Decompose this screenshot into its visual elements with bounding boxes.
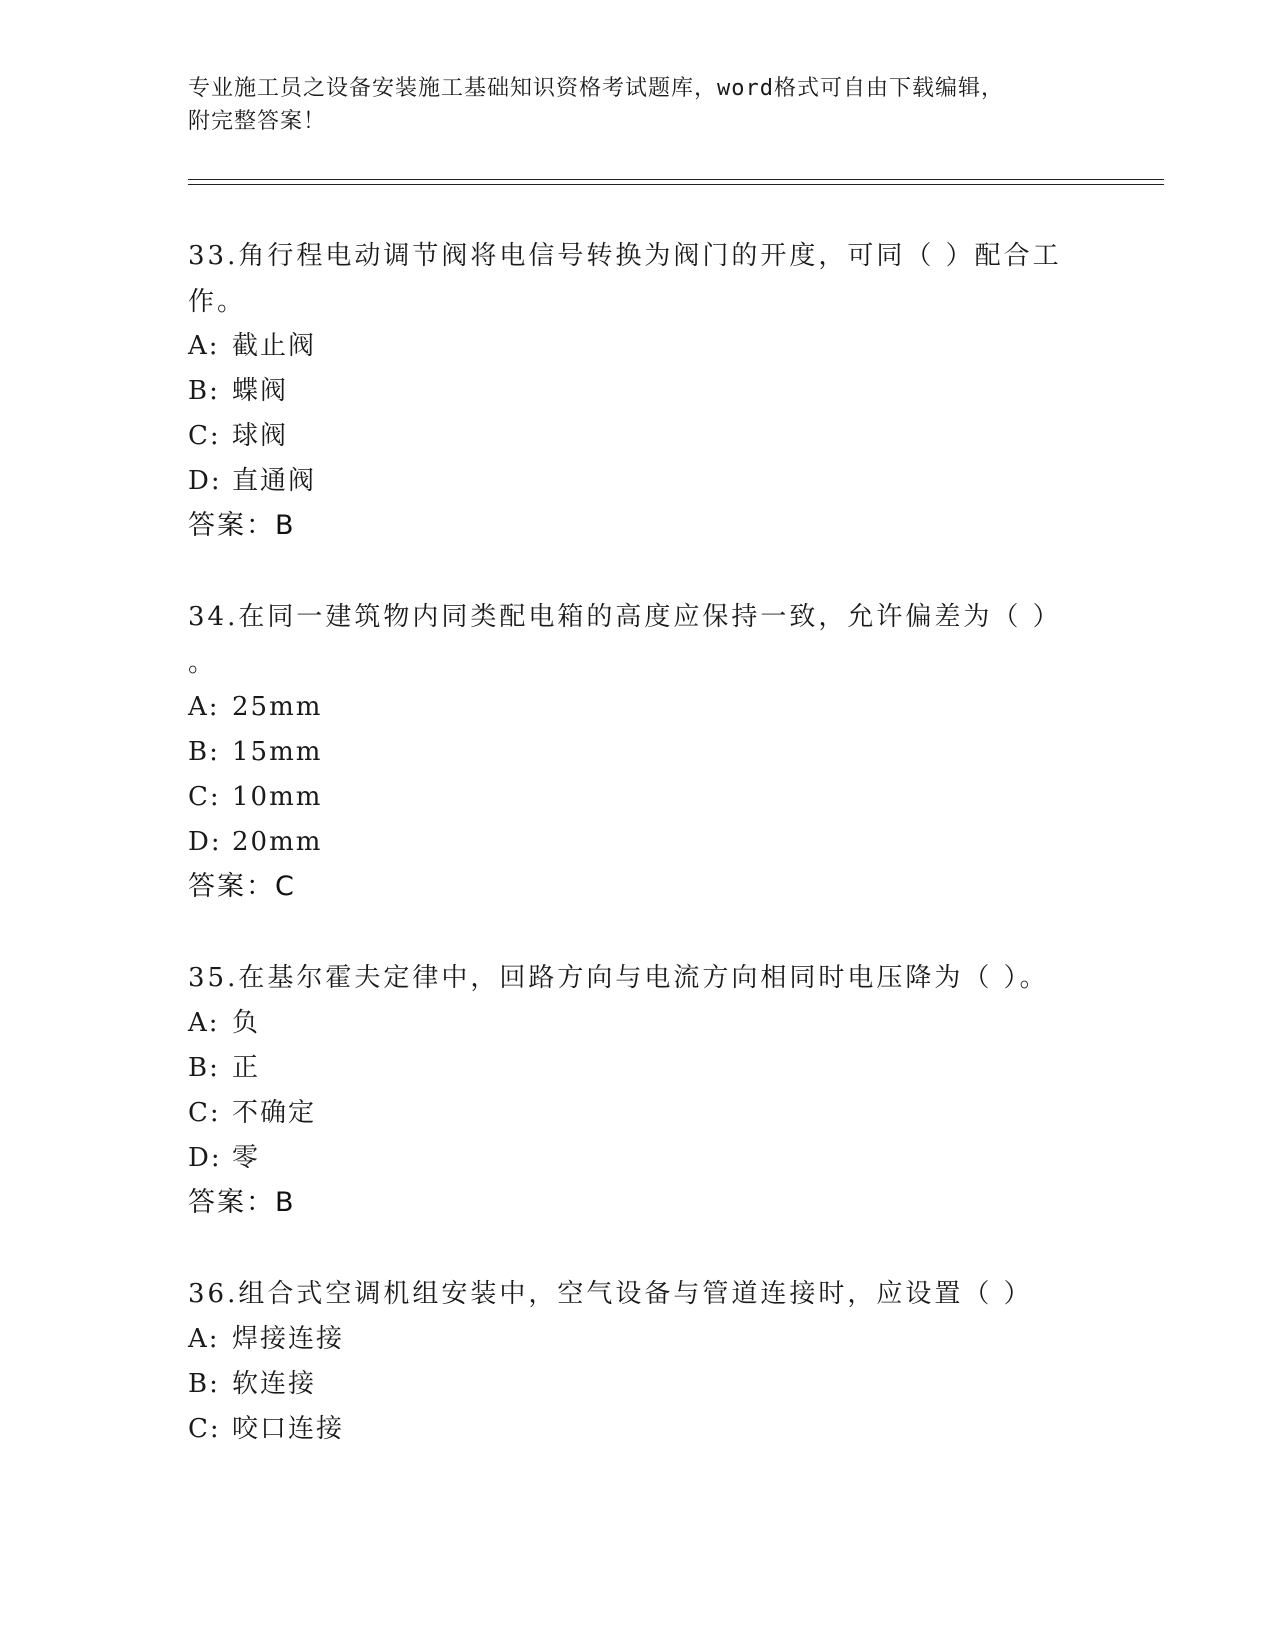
option-text: 25mm	[232, 692, 323, 722]
option-text: 截止阀	[232, 331, 317, 361]
question-33-stem-line-2: 作。	[188, 287, 247, 317]
header-divider-bottom	[188, 184, 1164, 185]
question-34-option-b	[188, 737, 322, 767]
option-key: A:	[188, 1324, 220, 1354]
option-text: 不确定	[232, 1098, 317, 1128]
question-34-stem-line-1: 34.在同一建筑物内同类配电箱的高度应保持一致，允许偏差为（ ）	[188, 602, 1062, 632]
option-key: B:	[188, 376, 220, 406]
question-34-option-a	[188, 692, 322, 722]
option-text: 零	[232, 1143, 261, 1173]
question-35-option-c	[188, 1098, 316, 1128]
option-key: D:	[188, 466, 222, 496]
question-33-option-c	[188, 421, 288, 451]
option-text: 咬口连接	[232, 1414, 345, 1444]
option-text: 软连接	[232, 1369, 317, 1399]
question-35-option-d	[188, 1143, 260, 1173]
question-35-option-b	[188, 1053, 260, 1083]
option-key: D:	[188, 827, 222, 857]
question-36-option-a	[188, 1324, 344, 1354]
question-33-stem-line-1: 33.角行程电动调节阀将电信号转换为阀门的开度，可同（ ）配合工	[188, 241, 1062, 271]
option-text: 15mm	[232, 737, 323, 767]
question-34-option-c	[188, 782, 322, 812]
option-key: C:	[188, 1414, 221, 1444]
question-34-answer: 答案：C	[188, 871, 296, 902]
question-33-option-d	[188, 466, 316, 496]
header-line-2: 附完整答案！	[188, 109, 327, 134]
option-key: B:	[188, 1053, 220, 1083]
option-key: B:	[188, 1369, 220, 1399]
option-key: A:	[188, 1008, 220, 1038]
option-text: 焊接连接	[232, 1324, 345, 1354]
header-divider-top	[188, 179, 1164, 180]
option-key: D:	[188, 1143, 222, 1173]
question-33-option-a	[188, 331, 316, 361]
header-line-1: 专业施工员之设备安装施工基础知识资格考试题库，word格式可自由下载编辑，	[188, 76, 1004, 101]
question-36-option-c	[188, 1414, 344, 1444]
question-35-answer: 答案：B	[188, 1187, 296, 1218]
question-35-option-a	[188, 1008, 260, 1038]
option-text: 正	[232, 1053, 261, 1083]
option-text: 10mm	[232, 782, 323, 812]
option-key: C:	[188, 1098, 221, 1128]
option-text: 直通阀	[232, 466, 317, 496]
question-33-option-b	[188, 376, 288, 406]
document-header	[188, 72, 1088, 138]
option-text: 20mm	[232, 827, 323, 857]
question-34-option-d	[188, 827, 322, 857]
question-34-stem-line-2: 。	[188, 648, 218, 678]
question-33-answer: 答案：B	[188, 510, 296, 541]
question-36-option-b	[188, 1369, 316, 1399]
question-36-stem-line-1: 36.组合式空调机组安装中，空气设备与管道连接时，应设置（ ）	[188, 1279, 1033, 1309]
question-35-stem-line-1: 35.在基尔霍夫定律中，回路方向与电流方向相同时电压降为（ ）。	[188, 963, 1049, 993]
option-key: B:	[188, 737, 220, 767]
option-key: C:	[188, 782, 221, 812]
option-key: A:	[188, 331, 220, 361]
option-text: 负	[232, 1008, 261, 1038]
option-key: A:	[188, 692, 220, 722]
option-key: C:	[188, 421, 221, 451]
option-text: 蝶阀	[232, 376, 289, 406]
option-text: 球阀	[232, 421, 289, 451]
